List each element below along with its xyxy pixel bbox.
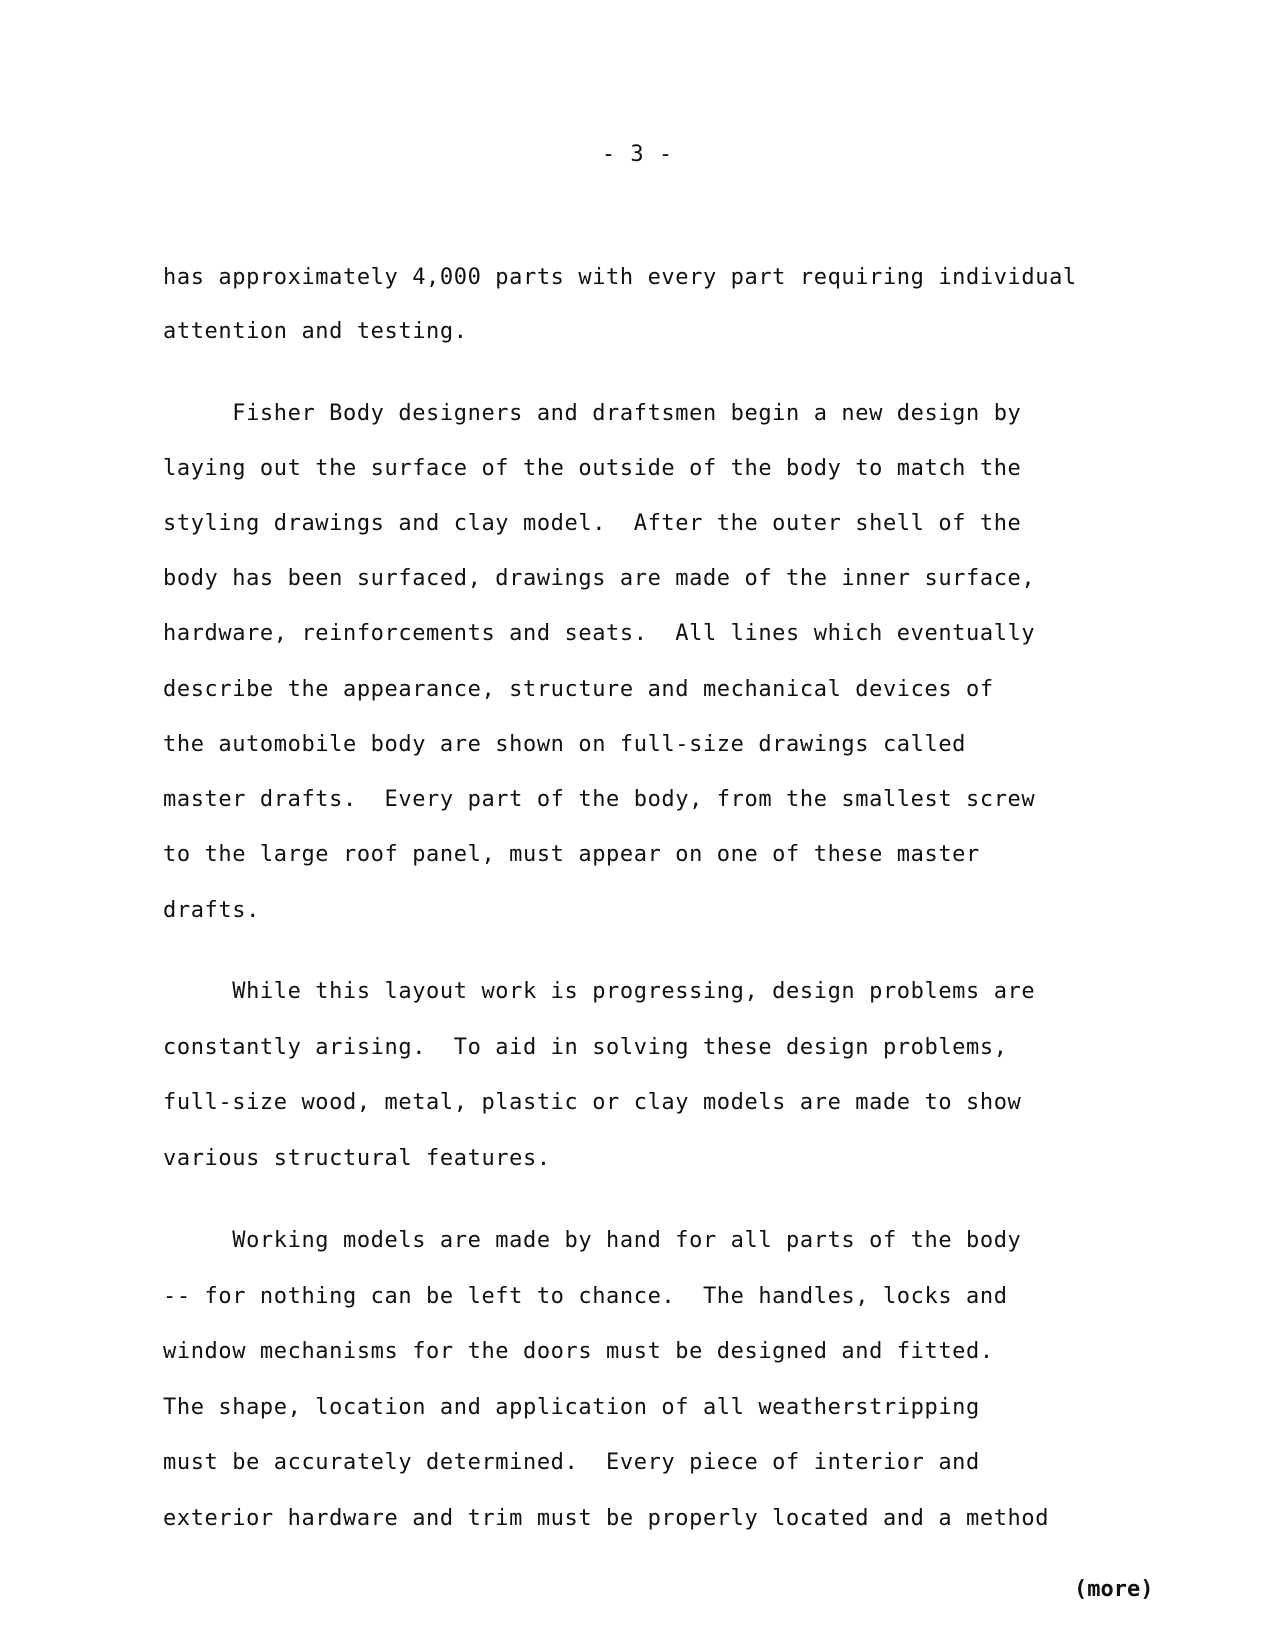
body-line: describe the appearance, structure and mechanical devices of	[163, 677, 994, 702]
body-line: various structural features.	[163, 1146, 551, 1171]
body-line: window mechanisms for the doors must be designed and fitted.	[163, 1339, 994, 1364]
body-line: drafts.	[163, 898, 260, 923]
body-line: While this layout work is progressing, design problems are	[163, 979, 1036, 1004]
body-line: styling drawings and clay model. After the outer shell of the	[163, 511, 1022, 536]
body-line: Fisher Body designers and draftsmen begin a new design by	[163, 401, 1022, 426]
body-line: Working models are made by hand for all parts of the body	[163, 1228, 1022, 1253]
body-line: must be accurately determined. Every piece of interior and	[163, 1450, 980, 1475]
body-line: full-size wood, metal, plastic or clay models are made to show	[163, 1090, 1022, 1115]
body-line: laying out the surface of the outside of the body to match the	[163, 456, 1022, 481]
body-line: the automobile body are shown on full-size drawings called	[163, 732, 967, 757]
body-line: hardware, reinforcements and seats. All lines which eventually	[163, 621, 1036, 646]
body-line: body has been surfaced, drawings are made of the inner surface,	[163, 566, 1036, 591]
body-line: constantly arising. To aid in solving these design problems,	[163, 1035, 1008, 1060]
body-line: to the large roof panel, must appear on one of these master	[163, 842, 980, 867]
page-number: - 3 -	[601, 142, 674, 167]
body-line: The shape, location and application of all weatherstripping	[163, 1395, 980, 1420]
body-line: exterior hardware and trim must be properly located and a method	[163, 1506, 1050, 1531]
body-line: has approximately 4,000 parts with every part requiring individual	[163, 265, 1077, 290]
body-line: -- for nothing can be left to chance. The handles, locks and	[163, 1284, 1008, 1309]
body-line: attention and testing.	[163, 319, 468, 344]
continuation-marker: (more)	[1074, 1577, 1154, 1602]
body-line: master drafts. Every part of the body, from the smallest screw	[163, 787, 1036, 812]
